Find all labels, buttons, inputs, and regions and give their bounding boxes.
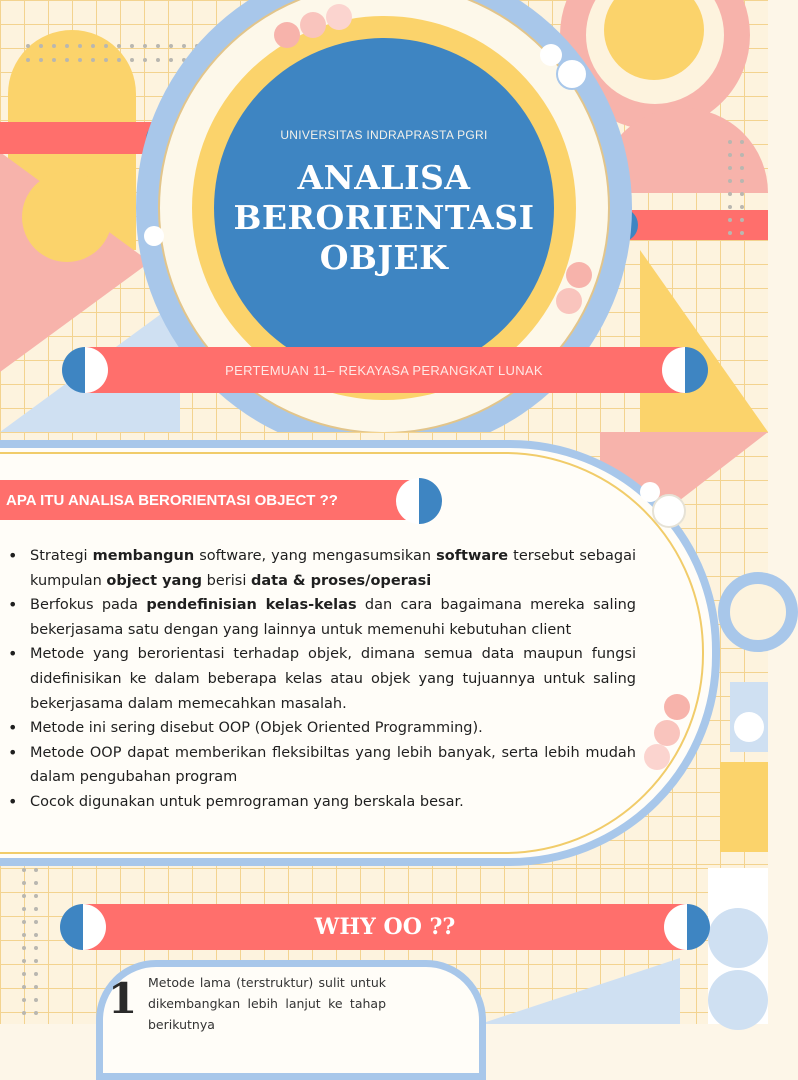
bullet-item [8,716,636,741]
title-slide [0,0,768,432]
why-oo-slide [0,868,768,1032]
pink-bubble [556,288,582,314]
bullet-text: Metode yang berorientasi terhadap objek, dimana semua data maupun fungsi didefinisikan ke dalam beberapa kelas atau objek yang tujuannya untuk saling bekerjasama dalam memecahkan masalah. [30,646,636,712]
bullet-text: Strategi [30,548,93,564]
pink-bubble [644,744,670,770]
bullet-text: Metode ini sering disebut OOP (Objek Oriented Programming). [30,720,483,737]
reason-number: 1 [108,974,138,1023]
bullet-text: Metode OOP dapat memberikan fleksibiltas yang lebih banyak, serta lebih mudah dalam pengubahan program [30,744,636,786]
ribbon-cap-left [62,347,108,393]
bullet-bold-text: object yang [106,572,203,589]
ribbon-cap-right [664,904,710,950]
yellow-block-right [720,762,768,852]
pink-bubble [274,22,300,48]
bullet-text: berisi [202,572,251,589]
white-bubble [734,712,764,742]
white-bubble [556,58,588,90]
bullet-bold-text: membangun [92,548,195,564]
dotted-column-left-2 [34,868,38,1015]
bullet-text: software, yang mengasumsikan [194,548,437,564]
blue-circle-right [708,970,768,1030]
bullet-text: Cocok digunakan untuk pemrograman yang berskala besar. [30,793,464,810]
white-bubble [144,226,164,246]
blue-circle-right [708,908,768,968]
white-bubble [540,44,562,66]
ribbon-cap-right [662,347,708,393]
why-heading-ribbon [82,904,688,950]
ribbon-cap-left [60,904,106,950]
dotted-column-left [22,868,26,1015]
yellow-triangle-right [640,250,768,432]
presentation-title [180,158,588,278]
yellow-circle-left [22,172,112,262]
section-heading-ribbon [0,480,420,520]
title-line: OBJEK [319,238,449,277]
pink-bubble [300,12,326,38]
reason-text: Metode lama (terstruktur) sulit untuk dikembangkan lebih lanjut ke tahap berikutnya [148,975,386,1032]
bullet-text: tersebut sebagai kumpulan [30,548,636,589]
coral-bar-right [620,210,768,240]
dotted-column-right [728,140,732,235]
bullet-list [8,544,636,815]
title-line: ANALISA [297,158,471,197]
bullet-item [8,642,636,716]
white-bubble [652,494,686,528]
bullet-bold-text: pendefinisian kelas-kelas [146,597,357,614]
bullet-bold-text: software [436,548,509,564]
pink-bubble [326,4,352,30]
bullet-item [8,544,636,593]
dotted-column-right-2 [740,140,744,235]
dotted-line-top [26,44,212,48]
content-slide [0,432,768,868]
subtitle-text: PERTEMUAN 11– REKAYASA PERANGKAT LUNAK [225,362,543,378]
why-heading: WHY OO ?? [314,914,456,940]
subtitle-ribbon [84,347,684,393]
university-name: UNIVERSITAS INDRAPRASTA PGRI [280,128,488,142]
bullet-text: dan cara bagaimana mereka saling bekerjasama satu dengan yang lainnya untuk memenuhi kebutuhan client [30,597,637,638]
ribbon-cap-right [396,478,442,524]
bullet-bold-text: data & proses/operasi [250,572,432,589]
title-line: BERORIENTASI [233,198,535,237]
section-heading: APA ITU ANALISA BERORIENTASI OBJECT ?? [6,491,338,509]
pink-bubble [654,720,680,746]
bullet-item [8,741,636,790]
pink-bubble [664,694,690,720]
bullet-item [8,593,636,642]
blue-ring-right [718,572,798,652]
bullet-item [8,790,636,815]
blue-triangle-shape [480,958,680,1024]
bullet-text: Berfokus pada [30,597,147,614]
